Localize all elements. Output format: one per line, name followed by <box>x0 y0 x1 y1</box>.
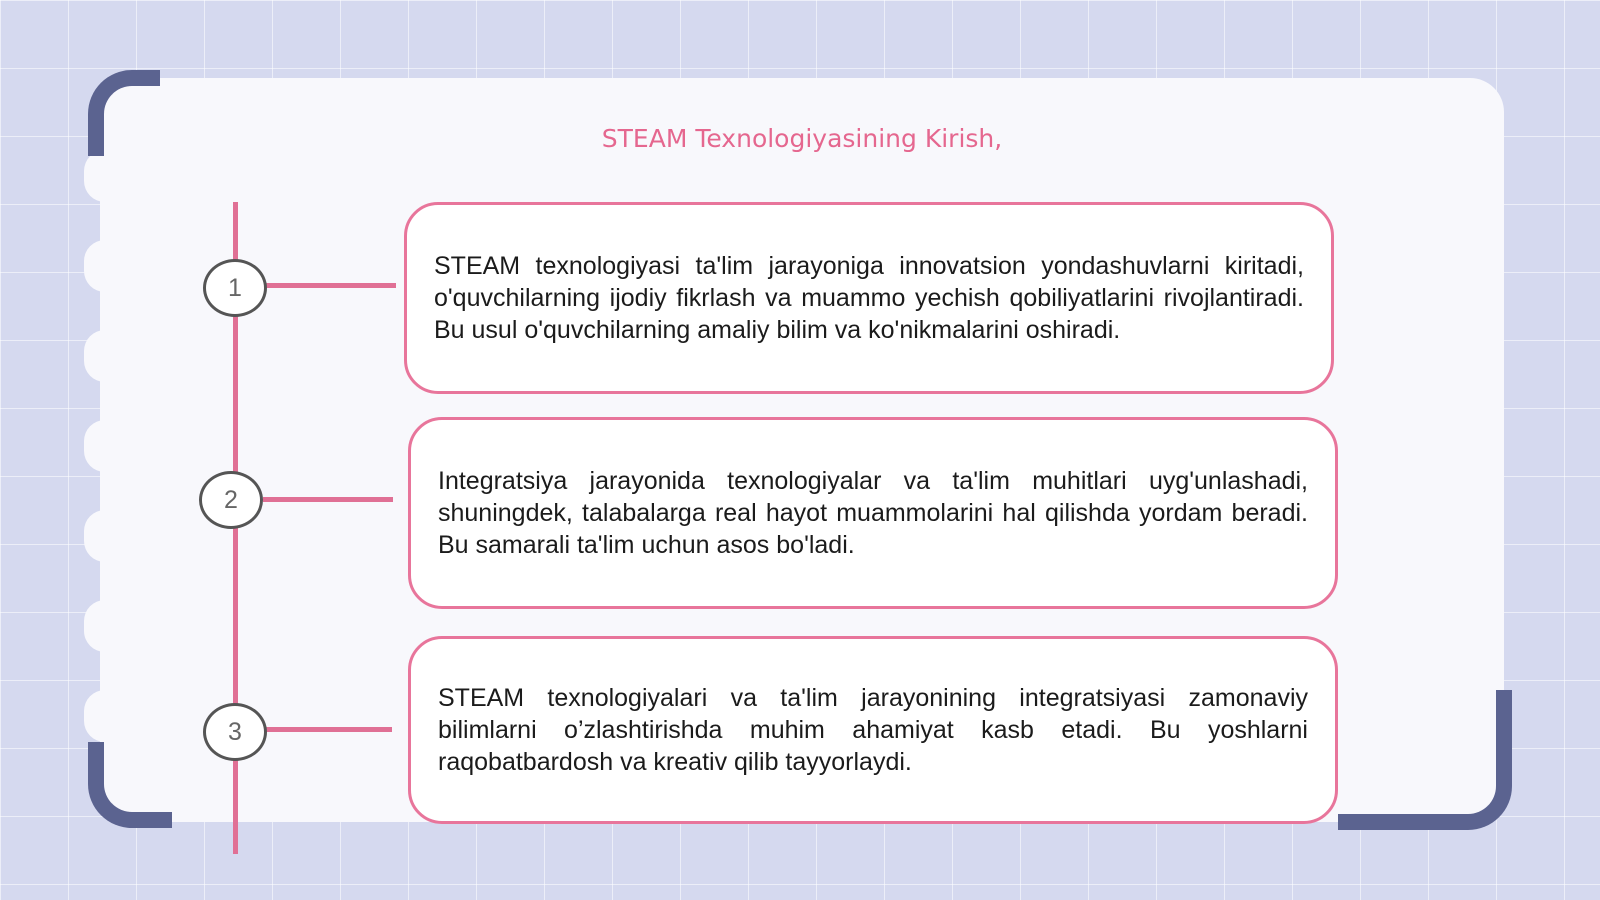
slide-title: STEAM Texnologiyasining Kirish, <box>601 124 1003 153</box>
card-notch <box>84 330 126 382</box>
step-number-3: 3 <box>203 703 267 761</box>
timeline-connector-2 <box>263 497 393 502</box>
step-number-1: 1 <box>203 259 267 317</box>
content-text-3: STEAM texnologiyalari va ta'lim jarayonining integratsiyasi zamonaviy bilimlarni o’zlashtirishda muhim ahamiyat kasb etadi. Bu yoshlarni raqobatbardosh va kreativ qilib tayyorlaydi. <box>438 684 1308 776</box>
step-number-2: 2 <box>199 471 263 529</box>
card-notch <box>84 240 126 292</box>
bottom-left-bracket-decoration <box>88 742 172 828</box>
content-text-2: Integratsiya jarayonida texnologiyalar va ta'lim muhitlari uyg'unlashadi, shuningdek, talabalarga real hayot muammolarini hal qilishda yordam beradi. Bu samarali ta'lim uchun asos bo'ladi. <box>438 467 1308 559</box>
bottom-right-bracket-decoration <box>1338 690 1512 830</box>
content-text-1: STEAM texnologiyasi ta'lim jarayoniga innovatsion yondashuvlarni kiritadi, o'quvchilarning ijodiy fikrlash va muammo yechish qobiliyatlarini rivojlantiradi. Bu usul o'quvchilarning amaliy bilim va ko'nikmalarini oshiradi. <box>434 252 1304 344</box>
timeline-connector-3 <box>266 727 392 732</box>
card-notch <box>84 690 126 742</box>
content-box-3 <box>408 636 1338 824</box>
card-notch <box>84 420 126 472</box>
content-box-2 <box>408 417 1338 609</box>
card-notch <box>84 600 126 652</box>
content-box-1 <box>404 202 1334 394</box>
card-notch <box>84 510 126 562</box>
timeline-connector-1 <box>266 283 396 288</box>
card-notch <box>84 150 126 202</box>
